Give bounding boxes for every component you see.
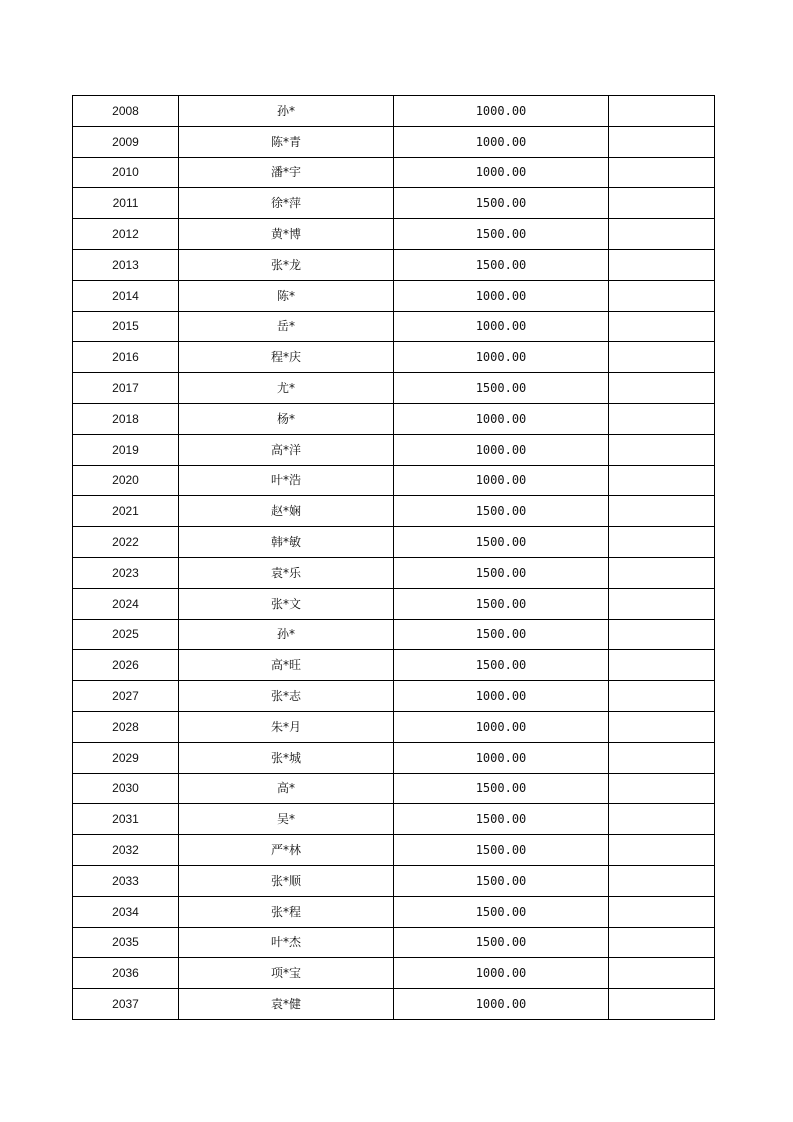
row-note-cell bbox=[609, 773, 715, 804]
table-row bbox=[73, 773, 715, 804]
table-row bbox=[73, 650, 715, 681]
row-name-cell: 陈*青 bbox=[179, 126, 394, 157]
row-amount-cell: 1500.00 bbox=[394, 496, 609, 527]
table-row bbox=[73, 835, 715, 866]
payment-table bbox=[72, 95, 715, 1020]
row-amount-cell: 1500.00 bbox=[394, 557, 609, 588]
row-amount-cell: 1500.00 bbox=[394, 188, 609, 219]
row-note-cell bbox=[609, 865, 715, 896]
row-id-cell: 2017 bbox=[73, 373, 179, 404]
row-note-cell bbox=[609, 804, 715, 835]
row-id-cell: 2022 bbox=[73, 527, 179, 558]
row-name-cell: 张*程 bbox=[179, 896, 394, 927]
row-name-cell: 杨* bbox=[179, 403, 394, 434]
row-amount-cell: 1500.00 bbox=[394, 650, 609, 681]
row-name-cell: 袁*健 bbox=[179, 989, 394, 1020]
row-name-cell: 张*顺 bbox=[179, 865, 394, 896]
row-name-cell: 韩*敏 bbox=[179, 527, 394, 558]
row-amount-cell: 1000.00 bbox=[394, 465, 609, 496]
row-note-cell bbox=[609, 557, 715, 588]
row-amount-cell: 1000.00 bbox=[394, 403, 609, 434]
row-note-cell bbox=[609, 896, 715, 927]
row-amount-cell: 1500.00 bbox=[394, 619, 609, 650]
row-note-cell bbox=[609, 403, 715, 434]
row-id-cell: 2008 bbox=[73, 96, 179, 127]
row-note-cell bbox=[609, 927, 715, 958]
table-row bbox=[73, 681, 715, 712]
row-name-cell: 吴* bbox=[179, 804, 394, 835]
row-amount-cell: 1500.00 bbox=[394, 249, 609, 280]
table-row bbox=[73, 157, 715, 188]
row-id-cell: 2020 bbox=[73, 465, 179, 496]
table-row bbox=[73, 865, 715, 896]
row-amount-cell: 1000.00 bbox=[394, 681, 609, 712]
row-id-cell: 2019 bbox=[73, 434, 179, 465]
table-row bbox=[73, 557, 715, 588]
row-note-cell bbox=[609, 619, 715, 650]
row-note-cell bbox=[609, 157, 715, 188]
row-amount-cell: 1500.00 bbox=[394, 804, 609, 835]
row-amount-cell: 1500.00 bbox=[394, 927, 609, 958]
row-name-cell: 潘*宇 bbox=[179, 157, 394, 188]
table-row bbox=[73, 434, 715, 465]
row-note-cell bbox=[609, 311, 715, 342]
row-note-cell bbox=[609, 650, 715, 681]
table-row bbox=[73, 711, 715, 742]
row-amount-cell: 1500.00 bbox=[394, 865, 609, 896]
row-name-cell: 尤* bbox=[179, 373, 394, 404]
row-id-cell: 2021 bbox=[73, 496, 179, 527]
row-name-cell: 孙* bbox=[179, 619, 394, 650]
row-name-cell: 张*龙 bbox=[179, 249, 394, 280]
row-name-cell: 程*庆 bbox=[179, 342, 394, 373]
row-id-cell: 2011 bbox=[73, 188, 179, 219]
row-note-cell bbox=[609, 434, 715, 465]
row-note-cell bbox=[609, 188, 715, 219]
row-id-cell: 2009 bbox=[73, 126, 179, 157]
row-note-cell bbox=[609, 219, 715, 250]
table-body bbox=[73, 96, 715, 1020]
row-amount-cell: 1500.00 bbox=[394, 896, 609, 927]
row-name-cell: 张*城 bbox=[179, 742, 394, 773]
row-id-cell: 2013 bbox=[73, 249, 179, 280]
row-id-cell: 2034 bbox=[73, 896, 179, 927]
table-row bbox=[73, 280, 715, 311]
row-amount-cell: 1000.00 bbox=[394, 280, 609, 311]
table-row bbox=[73, 527, 715, 558]
row-id-cell: 2012 bbox=[73, 219, 179, 250]
row-amount-cell: 1000.00 bbox=[394, 157, 609, 188]
row-amount-cell: 1500.00 bbox=[394, 588, 609, 619]
table-row bbox=[73, 496, 715, 527]
table-row bbox=[73, 896, 715, 927]
row-id-cell: 2025 bbox=[73, 619, 179, 650]
row-amount-cell: 1000.00 bbox=[394, 989, 609, 1020]
table-row bbox=[73, 989, 715, 1020]
row-id-cell: 2032 bbox=[73, 835, 179, 866]
row-amount-cell: 1000.00 bbox=[394, 342, 609, 373]
row-amount-cell: 1500.00 bbox=[394, 773, 609, 804]
row-id-cell: 2030 bbox=[73, 773, 179, 804]
table-row bbox=[73, 311, 715, 342]
row-amount-cell: 1000.00 bbox=[394, 434, 609, 465]
row-amount-cell: 1500.00 bbox=[394, 219, 609, 250]
row-note-cell bbox=[609, 496, 715, 527]
row-note-cell bbox=[609, 342, 715, 373]
row-note-cell bbox=[609, 96, 715, 127]
row-name-cell: 赵*娴 bbox=[179, 496, 394, 527]
row-note-cell bbox=[609, 711, 715, 742]
row-note-cell bbox=[609, 465, 715, 496]
row-name-cell: 叶*浩 bbox=[179, 465, 394, 496]
row-note-cell bbox=[609, 373, 715, 404]
table-row bbox=[73, 188, 715, 219]
row-name-cell: 严*林 bbox=[179, 835, 394, 866]
row-note-cell bbox=[609, 681, 715, 712]
row-id-cell: 2033 bbox=[73, 865, 179, 896]
row-amount-cell: 1000.00 bbox=[394, 711, 609, 742]
table-row bbox=[73, 619, 715, 650]
row-amount-cell: 1000.00 bbox=[394, 311, 609, 342]
row-note-cell bbox=[609, 280, 715, 311]
row-name-cell: 岳* bbox=[179, 311, 394, 342]
row-note-cell bbox=[609, 742, 715, 773]
row-amount-cell: 1000.00 bbox=[394, 742, 609, 773]
row-note-cell bbox=[609, 835, 715, 866]
row-name-cell: 高*旺 bbox=[179, 650, 394, 681]
table-row bbox=[73, 96, 715, 127]
row-note-cell bbox=[609, 126, 715, 157]
row-name-cell: 叶*杰 bbox=[179, 927, 394, 958]
table-row bbox=[73, 249, 715, 280]
row-id-cell: 2010 bbox=[73, 157, 179, 188]
table-row bbox=[73, 927, 715, 958]
row-note-cell bbox=[609, 588, 715, 619]
row-id-cell: 2014 bbox=[73, 280, 179, 311]
row-name-cell: 徐*萍 bbox=[179, 188, 394, 219]
row-amount-cell: 1500.00 bbox=[394, 527, 609, 558]
row-id-cell: 2035 bbox=[73, 927, 179, 958]
row-name-cell: 高* bbox=[179, 773, 394, 804]
table-row bbox=[73, 465, 715, 496]
table-row bbox=[73, 588, 715, 619]
row-name-cell: 项*宝 bbox=[179, 958, 394, 989]
row-name-cell: 朱*月 bbox=[179, 711, 394, 742]
table-row bbox=[73, 219, 715, 250]
row-id-cell: 2028 bbox=[73, 711, 179, 742]
row-name-cell: 张*志 bbox=[179, 681, 394, 712]
row-id-cell: 2036 bbox=[73, 958, 179, 989]
row-note-cell bbox=[609, 527, 715, 558]
row-amount-cell: 1000.00 bbox=[394, 958, 609, 989]
table-row bbox=[73, 804, 715, 835]
table-row bbox=[73, 403, 715, 434]
row-name-cell: 黄*博 bbox=[179, 219, 394, 250]
row-note-cell bbox=[609, 989, 715, 1020]
row-id-cell: 2024 bbox=[73, 588, 179, 619]
row-note-cell bbox=[609, 958, 715, 989]
table-row bbox=[73, 958, 715, 989]
row-id-cell: 2016 bbox=[73, 342, 179, 373]
table-row bbox=[73, 373, 715, 404]
row-id-cell: 2023 bbox=[73, 557, 179, 588]
row-id-cell: 2015 bbox=[73, 311, 179, 342]
row-amount-cell: 1000.00 bbox=[394, 126, 609, 157]
row-name-cell: 孙* bbox=[179, 96, 394, 127]
row-note-cell bbox=[609, 249, 715, 280]
row-amount-cell: 1000.00 bbox=[394, 96, 609, 127]
row-id-cell: 2026 bbox=[73, 650, 179, 681]
row-name-cell: 陈* bbox=[179, 280, 394, 311]
row-amount-cell: 1500.00 bbox=[394, 835, 609, 866]
row-name-cell: 张*文 bbox=[179, 588, 394, 619]
row-name-cell: 高*洋 bbox=[179, 434, 394, 465]
row-id-cell: 2037 bbox=[73, 989, 179, 1020]
row-id-cell: 2031 bbox=[73, 804, 179, 835]
table-row bbox=[73, 742, 715, 773]
row-id-cell: 2018 bbox=[73, 403, 179, 434]
row-amount-cell: 1500.00 bbox=[394, 373, 609, 404]
table-row bbox=[73, 342, 715, 373]
row-id-cell: 2029 bbox=[73, 742, 179, 773]
row-name-cell: 袁*乐 bbox=[179, 557, 394, 588]
table-row bbox=[73, 126, 715, 157]
row-id-cell: 2027 bbox=[73, 681, 179, 712]
